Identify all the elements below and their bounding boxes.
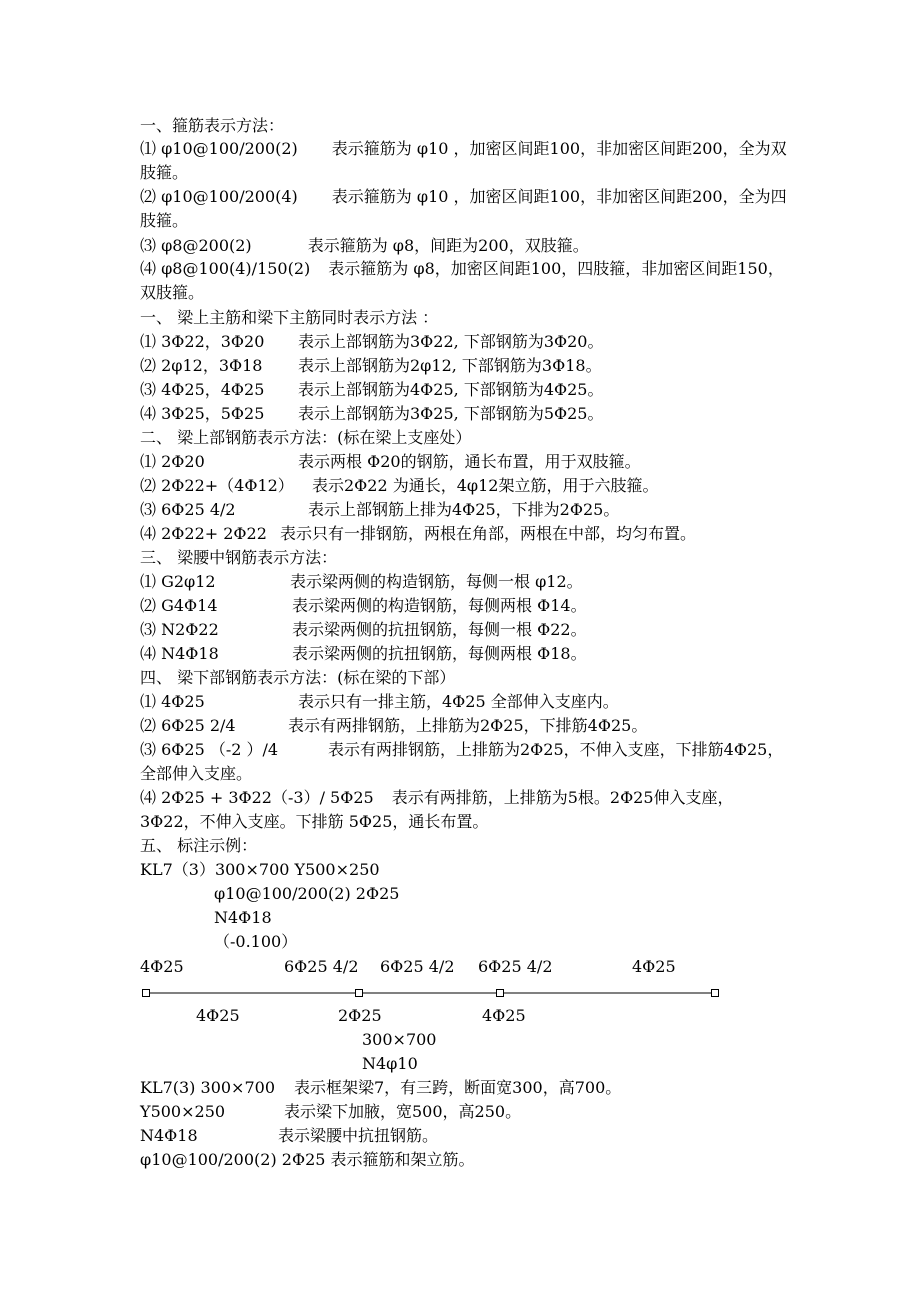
- item-code: KL7(3) 300×700: [140, 1078, 275, 1097]
- item-code: ⑴ 4Φ25: [140, 692, 205, 711]
- item-desc: 表示箍筋和架立筋。: [330, 1150, 475, 1169]
- explanation-line: [140, 1126, 790, 1146]
- item-code: Y500×250: [140, 1102, 226, 1121]
- support-node: [143, 990, 150, 997]
- item-code: ⑶ 4Φ25，4Φ25: [140, 380, 265, 399]
- item-desc: 表示两根 Φ20的钢筋，通长布置，用于双肢箍。: [298, 452, 641, 471]
- top-bar-label: 4Φ25: [140, 957, 184, 976]
- item-desc: 表示箍筋为 φ10 ，加密区间距100，非加密区间距200，全为双肢箍。: [140, 139, 787, 182]
- item-code: ⑷ N4Φ18: [140, 644, 219, 663]
- item-desc: 表示梁两侧的构造钢筋，每侧一根 φ12。: [290, 572, 583, 591]
- section-heading: 一、 梁上主筋和梁下主筋同时表示方法 ：: [140, 308, 439, 327]
- bottom-bar-label: 4Φ25: [196, 1006, 240, 1025]
- item-desc: 表示上部钢筋为2φ12, 下部钢筋为3Φ18。: [298, 356, 602, 375]
- item-code: ⑷ φ8@100(4)/150(2): [140, 259, 311, 278]
- item-desc: 表示有两排钢筋，上排筋为2Φ25，下排筋4Φ25。: [288, 716, 648, 735]
- explanation-line: [140, 1150, 790, 1170]
- item-desc: 表示箍筋为 φ8，间距为200，双肢箍。: [307, 236, 589, 255]
- item-code: ⑴ 2Φ20: [140, 452, 205, 471]
- item-desc: 表示只有一排钢筋，两根在角部，两根在中部，均匀布置。: [280, 524, 697, 543]
- item-desc: 表示只有一排主筋，4Φ25 全部伸入支座内。: [298, 692, 619, 711]
- item-code: ⑵ 2Φ22+（4Φ12）: [140, 476, 294, 495]
- item-code: ⑴ φ10@100/200(2): [140, 139, 298, 158]
- example-line: φ10@100/200(2) 2Φ25: [214, 884, 400, 903]
- item-code: ⑴ 3Φ22，3Φ20: [140, 332, 265, 351]
- support-node: [712, 990, 719, 997]
- explanation-line: [140, 1102, 790, 1122]
- item-code: ⑵ 6Φ25 2/4: [140, 716, 236, 735]
- support-node: [356, 990, 363, 997]
- section-heading: 三、 梁腰中钢筋表示方法：: [140, 548, 338, 567]
- item-desc: 表示有两排钢筋，上排筋为2Φ25，不伸入支座，下排筋4Φ25，全部伸入支座。: [140, 740, 784, 783]
- item-desc: 表示框架梁7，有三跨，断面宽300，高700。: [294, 1078, 622, 1097]
- item-code: ⑵ φ10@100/200(4): [140, 187, 298, 206]
- item-desc: 表示梁下加腋，宽500，高250。: [284, 1102, 522, 1121]
- item-desc: 表示上部钢筋为3Φ25, 下部钢筋为5Φ25。: [298, 404, 604, 423]
- example-line: N4Φ18: [214, 908, 272, 927]
- section-heading: 四、 梁下部钢筋表示方法：(标在梁的下部）: [140, 668, 456, 687]
- item-desc: 表示上部钢筋为3Φ22, 下部钢筋为3Φ20。: [298, 332, 604, 351]
- item-desc: 表示箍筋为 φ10 ，加密区间距100，非加密区间距200，全为四肢箍。: [140, 187, 787, 230]
- section-heading: 五、 标注示例：: [140, 836, 258, 855]
- item-code: ⑶ 6Φ25 （-2 ）/4: [140, 740, 279, 759]
- item-desc: 表示梁两侧的构造钢筋，每侧两根 Φ14。: [292, 596, 587, 615]
- top-bar-label: 4Φ25: [632, 957, 676, 976]
- example-line: KL7（3）300×700 Y500×250: [140, 860, 380, 879]
- item-desc: 表示上部钢筋上排为4Φ25，下排为2Φ25。: [308, 500, 620, 519]
- top-bar-label: 6Φ25 4/2: [478, 957, 553, 976]
- top-bar-label: 6Φ25 4/2: [284, 957, 359, 976]
- item-code: ⑴ G2φ12: [140, 572, 216, 591]
- top-bar-label: 6Φ25 4/2: [380, 957, 455, 976]
- item-code: ⑶ 6Φ25 4/2: [140, 500, 236, 519]
- item-desc: 表示上部钢筋为4Φ25, 下部钢筋为4Φ25。: [298, 380, 604, 399]
- item-desc: 表示有两排筋，上排筋为5根。2Φ25伸入支座，3Φ22，不伸入支座。下排筋 5Φ25，通长布置。: [140, 788, 734, 831]
- item-code: ⑷ 2Φ25 + 3Φ22（-3）/ 5Φ25: [140, 788, 374, 807]
- section-size-label: 300×700: [362, 1030, 437, 1049]
- item-desc: 表示2Φ22 为通长，4φ12架立筋，用于六肢箍。: [312, 476, 659, 495]
- section-heading: 二、 梁上部钢筋表示方法：(标在梁上支座处）: [140, 428, 472, 447]
- explanation-line: [140, 1078, 790, 1098]
- item-code: ⑵ 2φ12，3Φ18: [140, 356, 263, 375]
- item-code: ⑷ 3Φ25，5Φ25: [140, 404, 265, 423]
- section-bar-label: N4φ10: [362, 1054, 418, 1073]
- item-code: ⑵ G4Φ14: [140, 596, 218, 615]
- item-code: φ10@100/200(2) 2Φ25: [140, 1150, 326, 1169]
- item-desc: 表示梁两侧的抗扭钢筋，每侧两根 Φ18。: [292, 644, 587, 663]
- bottom-bar-label: 2Φ25: [338, 1006, 382, 1025]
- bottom-bar-label: 4Φ25: [482, 1006, 526, 1025]
- support-node: [497, 990, 504, 997]
- item-code: ⑶ N2Φ22: [140, 620, 219, 639]
- item-desc: 表示梁两侧的抗扭钢筋，每侧一根 Φ22。: [292, 620, 587, 639]
- section-heading: 一、箍筋表示方法：: [140, 116, 285, 135]
- item-code: ⑶ φ8@200(2): [140, 236, 252, 255]
- item-code: ⑷ 2Φ22+ 2Φ22: [140, 524, 267, 543]
- example-line: （-0.100）: [214, 932, 298, 951]
- item-code: N4Φ18: [140, 1126, 198, 1145]
- item-desc: 表示梁腰中抗扭钢筋。: [278, 1126, 439, 1145]
- item-desc: 表示箍筋为 φ8，加密区间距100，四肢箍，非加密区间距150，双肢箍。: [140, 259, 784, 302]
